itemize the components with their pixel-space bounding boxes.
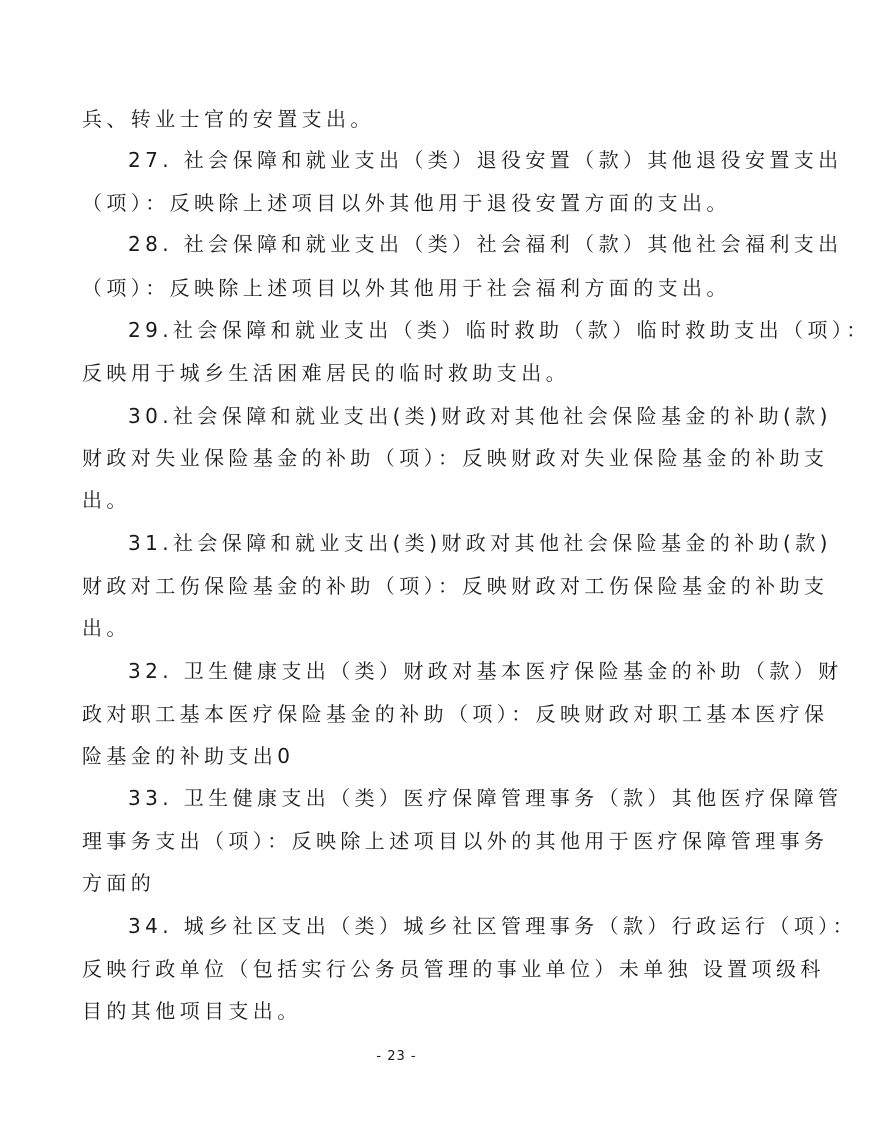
paragraph-30-line-2: 财政对失业保险基金的补助（项）：反映财政对失业保险基金的补助支 — [82, 446, 829, 470]
paragraph-31-line-1: 31.社会保障和就业支出(类)财政对其他社会保险基金的补助(款) — [128, 531, 832, 555]
paragraph-34-line-3: 目的其他项目支出。 — [82, 999, 302, 1023]
text-line: 兵、转业士官的安置支出。 — [82, 107, 375, 131]
paragraph-27-line-2: （项）：反映除上述项目以外其他用于退役安置方面的支出。 — [82, 191, 731, 215]
paragraph-28-line-2: （项）：反映除上述项目以外其他用于社会福利方面的支出。 — [82, 276, 731, 300]
paragraph-30-line-1: 30.社会保障和就业支出(类)财政对其他社会保险基金的补助(款) — [128, 404, 832, 428]
paragraph-28-line-1: 28. 社会保障和就业支出（类）社会福利（款）其他社会福利支出 — [128, 232, 843, 256]
paragraph-32-line-2: 政对职工基本医疗保险基金的补助（项）：反映财政对职工基本医疗保 — [82, 702, 829, 726]
page-number: - 23 - — [376, 1049, 417, 1064]
paragraph-32-line-3: 险基金的补助支出0 — [82, 744, 295, 768]
paragraph-29-line-1: 29.社会保障和就业支出（类）临时救助（款）临时救助支出（项）： — [128, 318, 871, 342]
paragraph-31-line-3: 出。 — [82, 616, 131, 640]
paragraph-33-line-1: 33. 卫生健康支出（类）医疗保障管理事务（款）其他医疗保障管 — [128, 786, 843, 810]
paragraph-31-line-2: 财政对工伤保险基金的补助（项）：反映财政对工伤保险基金的补助支 — [82, 574, 829, 598]
paragraph-30-line-3: 出。 — [82, 488, 131, 512]
paragraph-33-line-2: 理事务支出（项）：反映除上述项目以外的其他用于医疗保障管理事务 — [82, 829, 829, 853]
paragraph-34-line-1: 34. 城乡社区支出（类）城乡社区管理事务（款）行政运行（项）： — [128, 914, 857, 938]
paragraph-27-line-1: 27. 社会保障和就业支出（类）退役安置（款）其他退役安置支出 — [128, 148, 843, 172]
paragraph-34-line-2: 反映行政单位（包括实行公务员管理的事业单位）未单独 设置项级科 — [82, 957, 825, 981]
paragraph-33-line-3: 方面的 — [82, 871, 156, 895]
paragraph-29-line-2: 反映用于城乡生活困难居民的临时救助支出。 — [82, 361, 570, 385]
paragraph-32-line-1: 32. 卫生健康支出（类）财政对基本医疗保险基金的补助（款）财 — [128, 659, 843, 683]
